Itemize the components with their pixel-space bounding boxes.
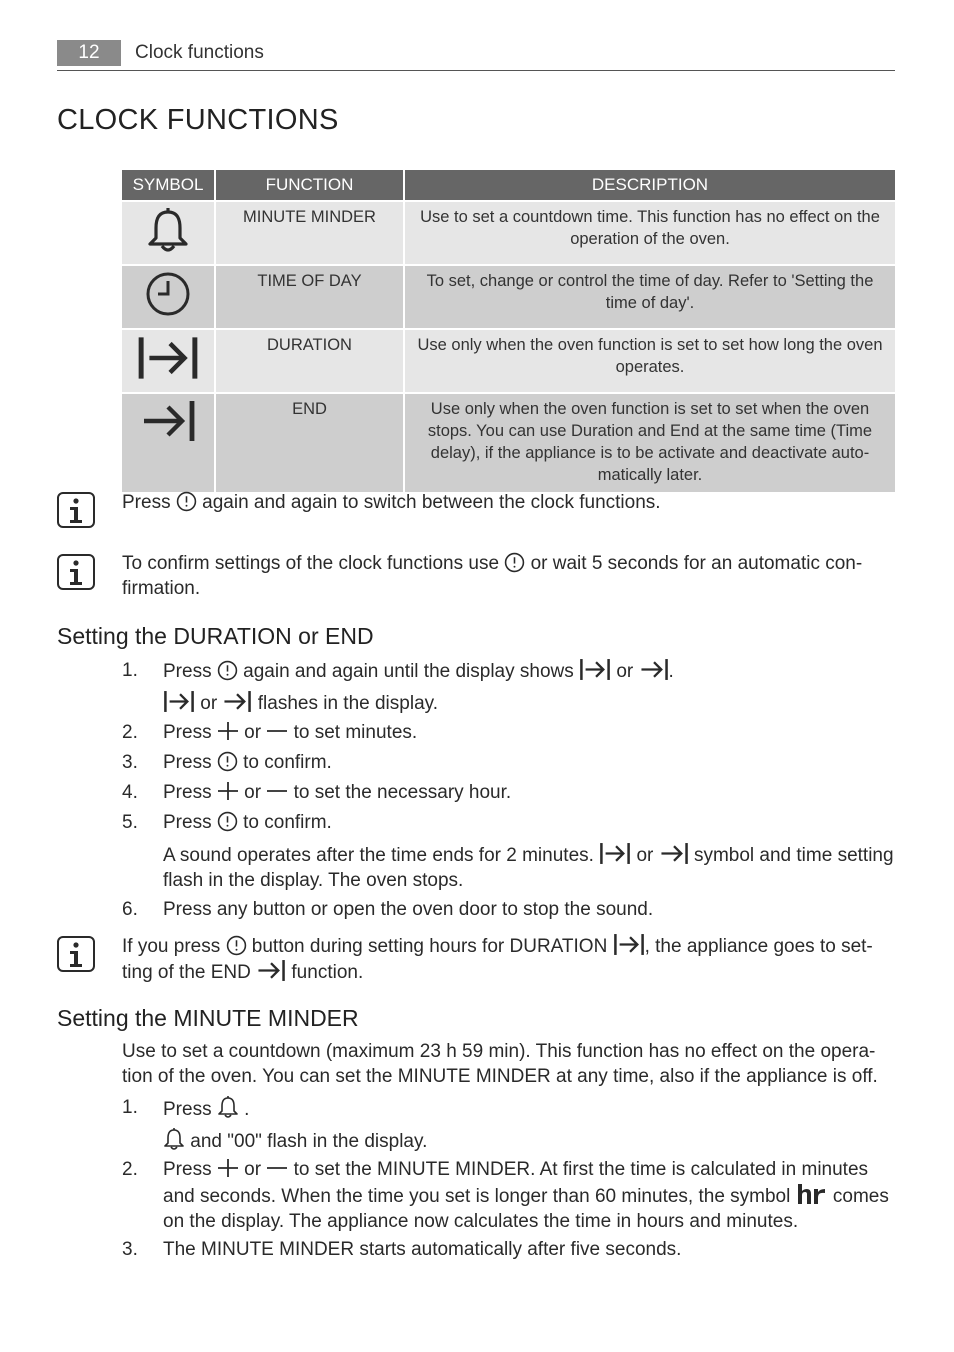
bell-icon — [163, 1127, 185, 1151]
duration-icon — [599, 842, 631, 865]
step-text-part: Press — [163, 1159, 212, 1180]
info-icon — [57, 492, 95, 528]
note-text — [122, 933, 895, 985]
plus-icon — [217, 1157, 239, 1179]
note-text-part: To confirm settings of the clock functions use — [122, 553, 500, 574]
clock-icon — [144, 270, 192, 318]
step-text-part: A sound operates after the time ends for 2 minutes. — [163, 845, 594, 866]
step-text-part: or — [616, 661, 634, 682]
step-text-part: . — [244, 1099, 250, 1120]
step-number: 6. — [122, 899, 138, 920]
step-number: 4. — [122, 782, 138, 803]
page-number: 12 — [57, 40, 121, 66]
note-text-part: , the appliance goes to set-ting of the END — [122, 936, 873, 983]
symbol-cell — [121, 393, 215, 493]
symbol-cell — [121, 329, 215, 393]
clock-button-icon — [504, 552, 525, 573]
note-text — [122, 490, 895, 515]
duration-icon — [163, 690, 195, 713]
column-header-description: DESCRIPTION — [404, 169, 896, 201]
section-heading: Setting the DURATION or END — [57, 623, 374, 649]
table-row — [121, 265, 896, 329]
duration-icon — [137, 334, 199, 382]
clock-functions-table — [120, 168, 897, 494]
function-cell: END — [215, 393, 404, 493]
step-text-part: Press — [163, 661, 212, 682]
step-text-part: to confirm. — [243, 752, 332, 773]
step-text: The MINUTE MINDER starts automatically after five seconds. — [163, 1239, 682, 1260]
section-intro: Use to set a countdown (maximum 23 h 59 min). This function has no effect on the opera-tion of the oven. You can set the MINUTE MINDER at any time, also if the appliance is off. — [122, 1041, 878, 1087]
step-text-part: to set the MINUTE MINDER. At first the time is calculated in minutes and seconds. When the time you set is longer than 60 minutes, the symbol — [163, 1159, 869, 1207]
bell-icon — [217, 1095, 239, 1119]
page-header — [57, 40, 895, 71]
step-subtext — [163, 842, 895, 893]
end-icon — [256, 959, 286, 982]
step-number: 2. — [122, 722, 138, 743]
minus-icon — [266, 1157, 288, 1179]
step-text-part: Press — [163, 812, 212, 833]
step-number: 3. — [122, 752, 138, 773]
note-text-part: Press — [122, 492, 171, 513]
step-text — [163, 810, 895, 835]
duration-icon — [579, 658, 611, 681]
step-text-part: Press — [163, 1099, 212, 1120]
clock-button-icon — [217, 751, 238, 772]
table-row — [121, 201, 896, 265]
description-cell: Use only when the oven function is set to set when the oven stops. You can use Duration and End at the same time (Time delay), if the appliance is to be activate and deactivate auto-matically later. — [404, 393, 896, 493]
step-number: 5. — [122, 812, 138, 833]
step-text-part: . — [668, 661, 674, 682]
clock-button-icon — [226, 935, 247, 956]
step-text — [163, 750, 895, 775]
step-text-part: or — [244, 782, 262, 803]
note-text-part: function. — [291, 962, 364, 983]
step-text-part: or — [244, 722, 262, 743]
step-text-part: or — [244, 1159, 262, 1180]
symbol-cell — [121, 201, 215, 265]
column-header-symbol: SYMBOL — [121, 169, 215, 201]
end-icon — [140, 398, 196, 444]
minus-icon — [266, 720, 288, 742]
note-text-part: If you press — [122, 936, 221, 957]
step-number: 3. — [122, 1239, 138, 1260]
function-cell: DURATION — [215, 329, 404, 393]
table-row — [121, 393, 896, 493]
step-text-part: symbol and time setting flash in the display. The oven stops. — [163, 845, 894, 891]
clock-button-icon — [217, 811, 238, 832]
clock-button-icon — [176, 491, 197, 512]
step-number: 1. — [122, 1097, 138, 1118]
step-text — [163, 780, 895, 805]
table-row — [121, 329, 896, 393]
description-cell: To set, change or control the time of day. Refer to 'Setting the time of day'. — [404, 265, 896, 329]
description-cell: Use only when the oven function is set to set how long the oven operates. — [404, 329, 896, 393]
function-cell: TIME OF DAY — [215, 265, 404, 329]
section-heading: Setting the MINUTE MINDER — [57, 1005, 359, 1031]
hr-icon — [796, 1182, 828, 1206]
step-text-part: flashes in the display. — [257, 693, 438, 714]
step-text-part: or — [636, 845, 654, 866]
function-cell: MINUTE MINDER — [215, 201, 404, 265]
bell-icon — [146, 206, 190, 254]
step-text-part: comes on the display. The appliance now calculates the time in hours and minutes. — [163, 1186, 889, 1232]
step-text — [163, 1157, 895, 1234]
step-text-part: Press — [163, 782, 212, 803]
duration-icon — [613, 933, 645, 956]
step-text-part: and "00" flash in the display. — [190, 1131, 428, 1152]
plus-icon — [217, 720, 239, 742]
step-text — [163, 658, 895, 684]
step-text-part: Press — [163, 752, 212, 773]
step-text — [163, 720, 895, 745]
minus-icon — [266, 780, 288, 802]
note-text-part: or wait 5 seconds for an automatic con-firmation. — [122, 553, 863, 599]
step-subtext — [163, 1127, 895, 1154]
note-text-part: button during setting hours for DURATION — [251, 936, 608, 957]
step-subtext — [163, 690, 895, 716]
note-text-part: again and again to switch between the clock functions. — [202, 492, 661, 513]
info-icon — [57, 554, 95, 590]
step-text — [163, 1095, 895, 1122]
end-icon — [222, 690, 252, 713]
step-text-part: to confirm. — [243, 812, 332, 833]
step-number: 1. — [122, 660, 138, 681]
step-text-part: to set minutes. — [293, 722, 418, 743]
step-text: Press any button or open the oven door to stop the sound. — [163, 899, 654, 920]
table-header-row — [121, 169, 896, 201]
step-text-part: again and again until the display shows — [243, 661, 574, 682]
symbol-cell — [121, 265, 215, 329]
column-header-function: FUNCTION — [215, 169, 404, 201]
section-title: Clock functions — [135, 42, 264, 63]
clock-button-icon — [217, 660, 238, 681]
plus-icon — [217, 780, 239, 802]
step-number: 2. — [122, 1159, 138, 1180]
step-text-part: to set the necessary hour. — [293, 782, 512, 803]
description-cell: Use to set a countdown time. This function has no effect on the operation of the oven. — [404, 201, 896, 265]
end-icon — [659, 842, 689, 865]
step-text-part: Press — [163, 722, 212, 743]
note-text — [122, 551, 895, 601]
end-icon — [639, 658, 669, 681]
step-text-part: or — [200, 693, 218, 714]
page-title: CLOCK FUNCTIONS — [57, 104, 339, 136]
info-icon — [57, 936, 95, 972]
